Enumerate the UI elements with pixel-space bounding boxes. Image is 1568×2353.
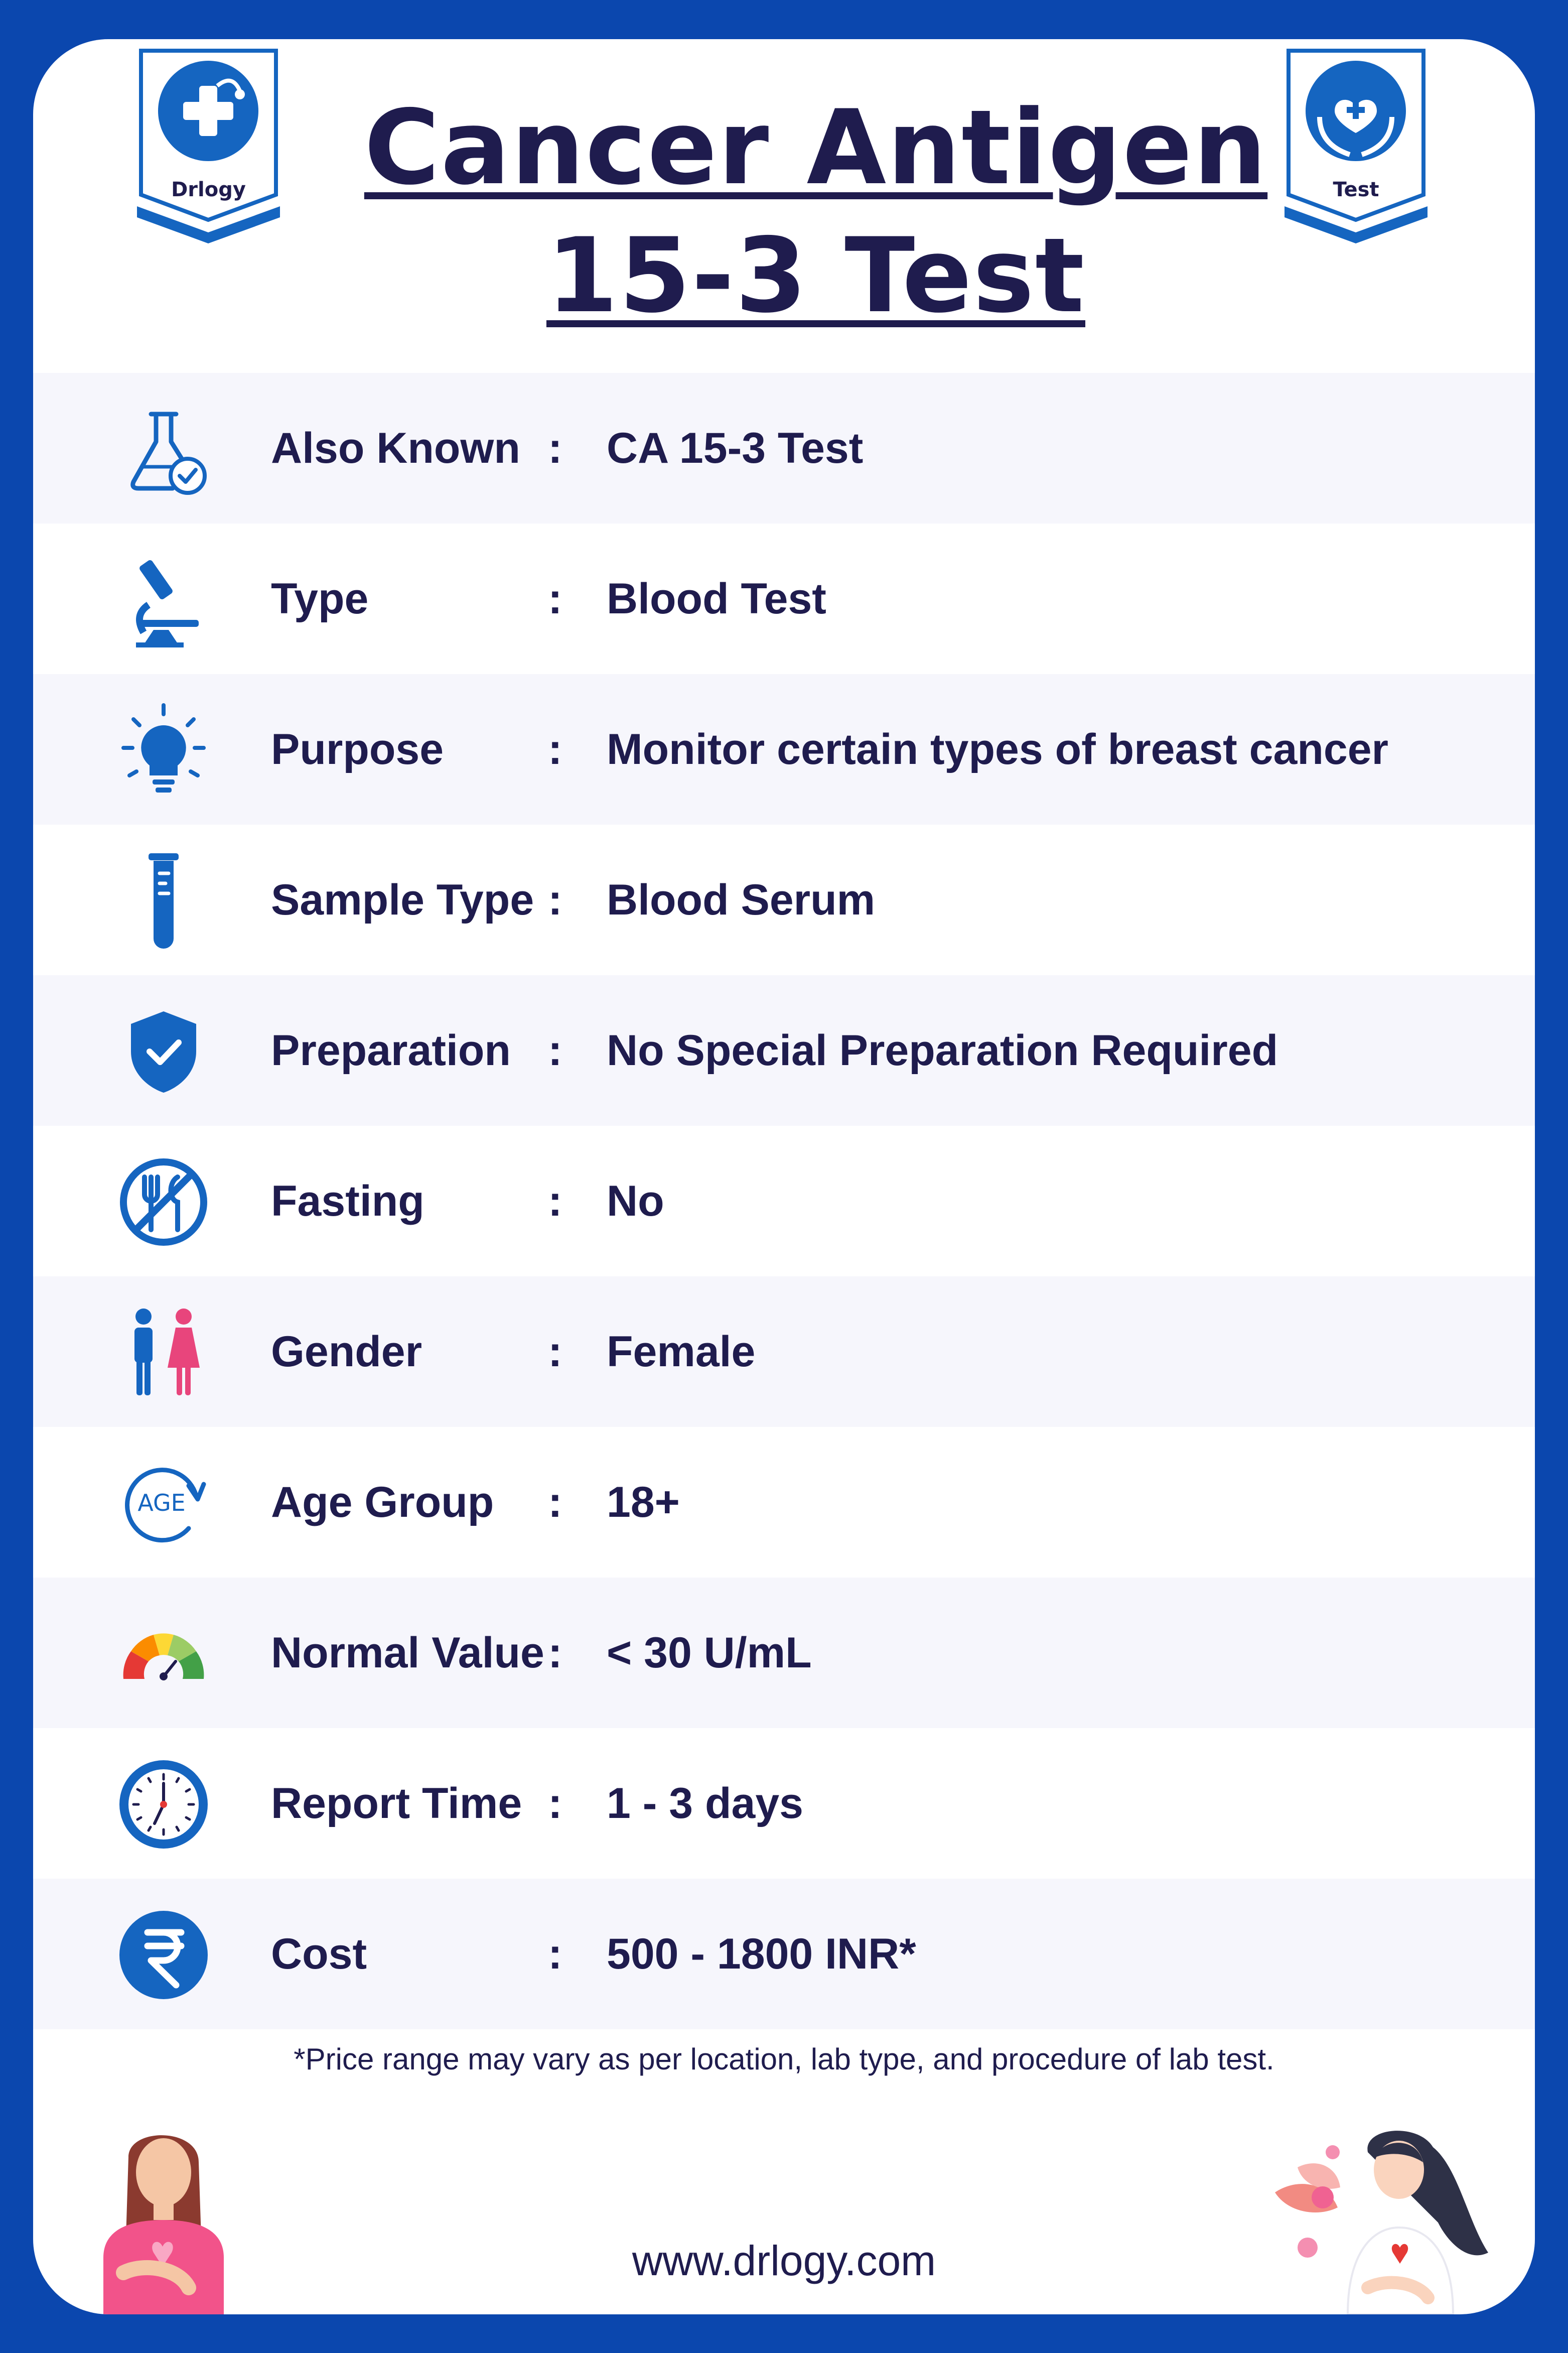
row-label: Purpose [271,725,444,773]
info-row-report-time [33,1728,1535,1879]
row-value: Monitor certain types of breast cancer [607,725,1388,773]
row-label: Preparation [271,1026,511,1075]
page-title [284,84,1348,340]
row-colon: : [548,575,562,623]
info-row-type [33,524,1535,674]
row-label: Fasting [271,1177,424,1225]
info-row-cost [33,1879,1535,2029]
row-colon: : [548,1177,562,1225]
row-value: CA 15-3 Test [607,424,864,472]
info-row-also-known [33,373,1535,524]
row-label: Sample Type [271,876,534,924]
row-colon: : [548,1629,562,1677]
row-label: Cost [271,1930,367,1978]
info-row-age-group [33,1427,1535,1578]
rupee-icon [113,1905,214,2005]
website-link[interactable]: www.drlogy.com [632,2237,936,2284]
row-value: Blood Serum [607,876,876,924]
flask-check-icon [113,399,214,499]
microscope-icon [113,550,214,650]
lightbulb-icon [113,700,214,801]
row-colon: : [548,725,562,773]
row-value: Blood Test [607,575,826,623]
test-tube-icon [113,851,214,951]
info-row-normal-value [33,1578,1535,1728]
row-colon: : [548,1328,562,1376]
price-footnote: *Price range may vary as per location, lab type, and procedure of lab test. [294,2042,1274,2076]
row-value: No [607,1177,664,1225]
title-line-1: Cancer Antigen [364,88,1268,208]
row-label: Type [271,575,369,623]
gauge-icon [113,1604,214,1704]
row-value: 500 - 1800 INR* [607,1930,916,1978]
row-label: Gender [271,1328,422,1376]
row-label: Age Group [271,1478,494,1526]
info-row-fasting [33,1126,1535,1276]
row-colon: : [548,1478,562,1526]
age-icon [113,1453,214,1553]
row-colon: : [548,1930,562,1978]
info-row-purpose [33,674,1535,825]
no-food-icon [113,1152,214,1252]
row-colon: : [548,1779,562,1827]
info-card [33,39,1535,2314]
title-line-2: 15-3 Test [546,216,1086,336]
row-colon: : [548,424,562,472]
row-label: Normal Value [271,1629,544,1677]
info-row-gender [33,1276,1535,1427]
row-colon: : [548,1026,562,1075]
row-value: 1 - 3 days [607,1779,803,1827]
info-row-sample-type [33,825,1535,975]
woman-awareness-illustration [93,2122,234,2314]
woman-ribbon-illustration [1267,2122,1498,2314]
info-rows [33,373,1535,2029]
gender-icon [113,1302,214,1403]
info-row-preparation [33,975,1535,1126]
row-value: Female [607,1328,756,1376]
row-value: 18+ [607,1478,680,1526]
badge-left-label: Drlogy [171,178,246,201]
row-value: No Special Preparation Required [607,1026,1278,1075]
row-label: Report Time [271,1779,522,1827]
row-colon: : [548,876,562,924]
row-label: Also Known [271,424,520,472]
shield-check-icon [113,1001,214,1102]
badge-right-label: Test [1333,178,1379,201]
clock-icon [113,1754,214,1855]
row-value: < 30 U/mL [607,1629,812,1677]
drlogy-badge [137,47,280,247]
age-icon-text: AGE [137,1489,186,1516]
